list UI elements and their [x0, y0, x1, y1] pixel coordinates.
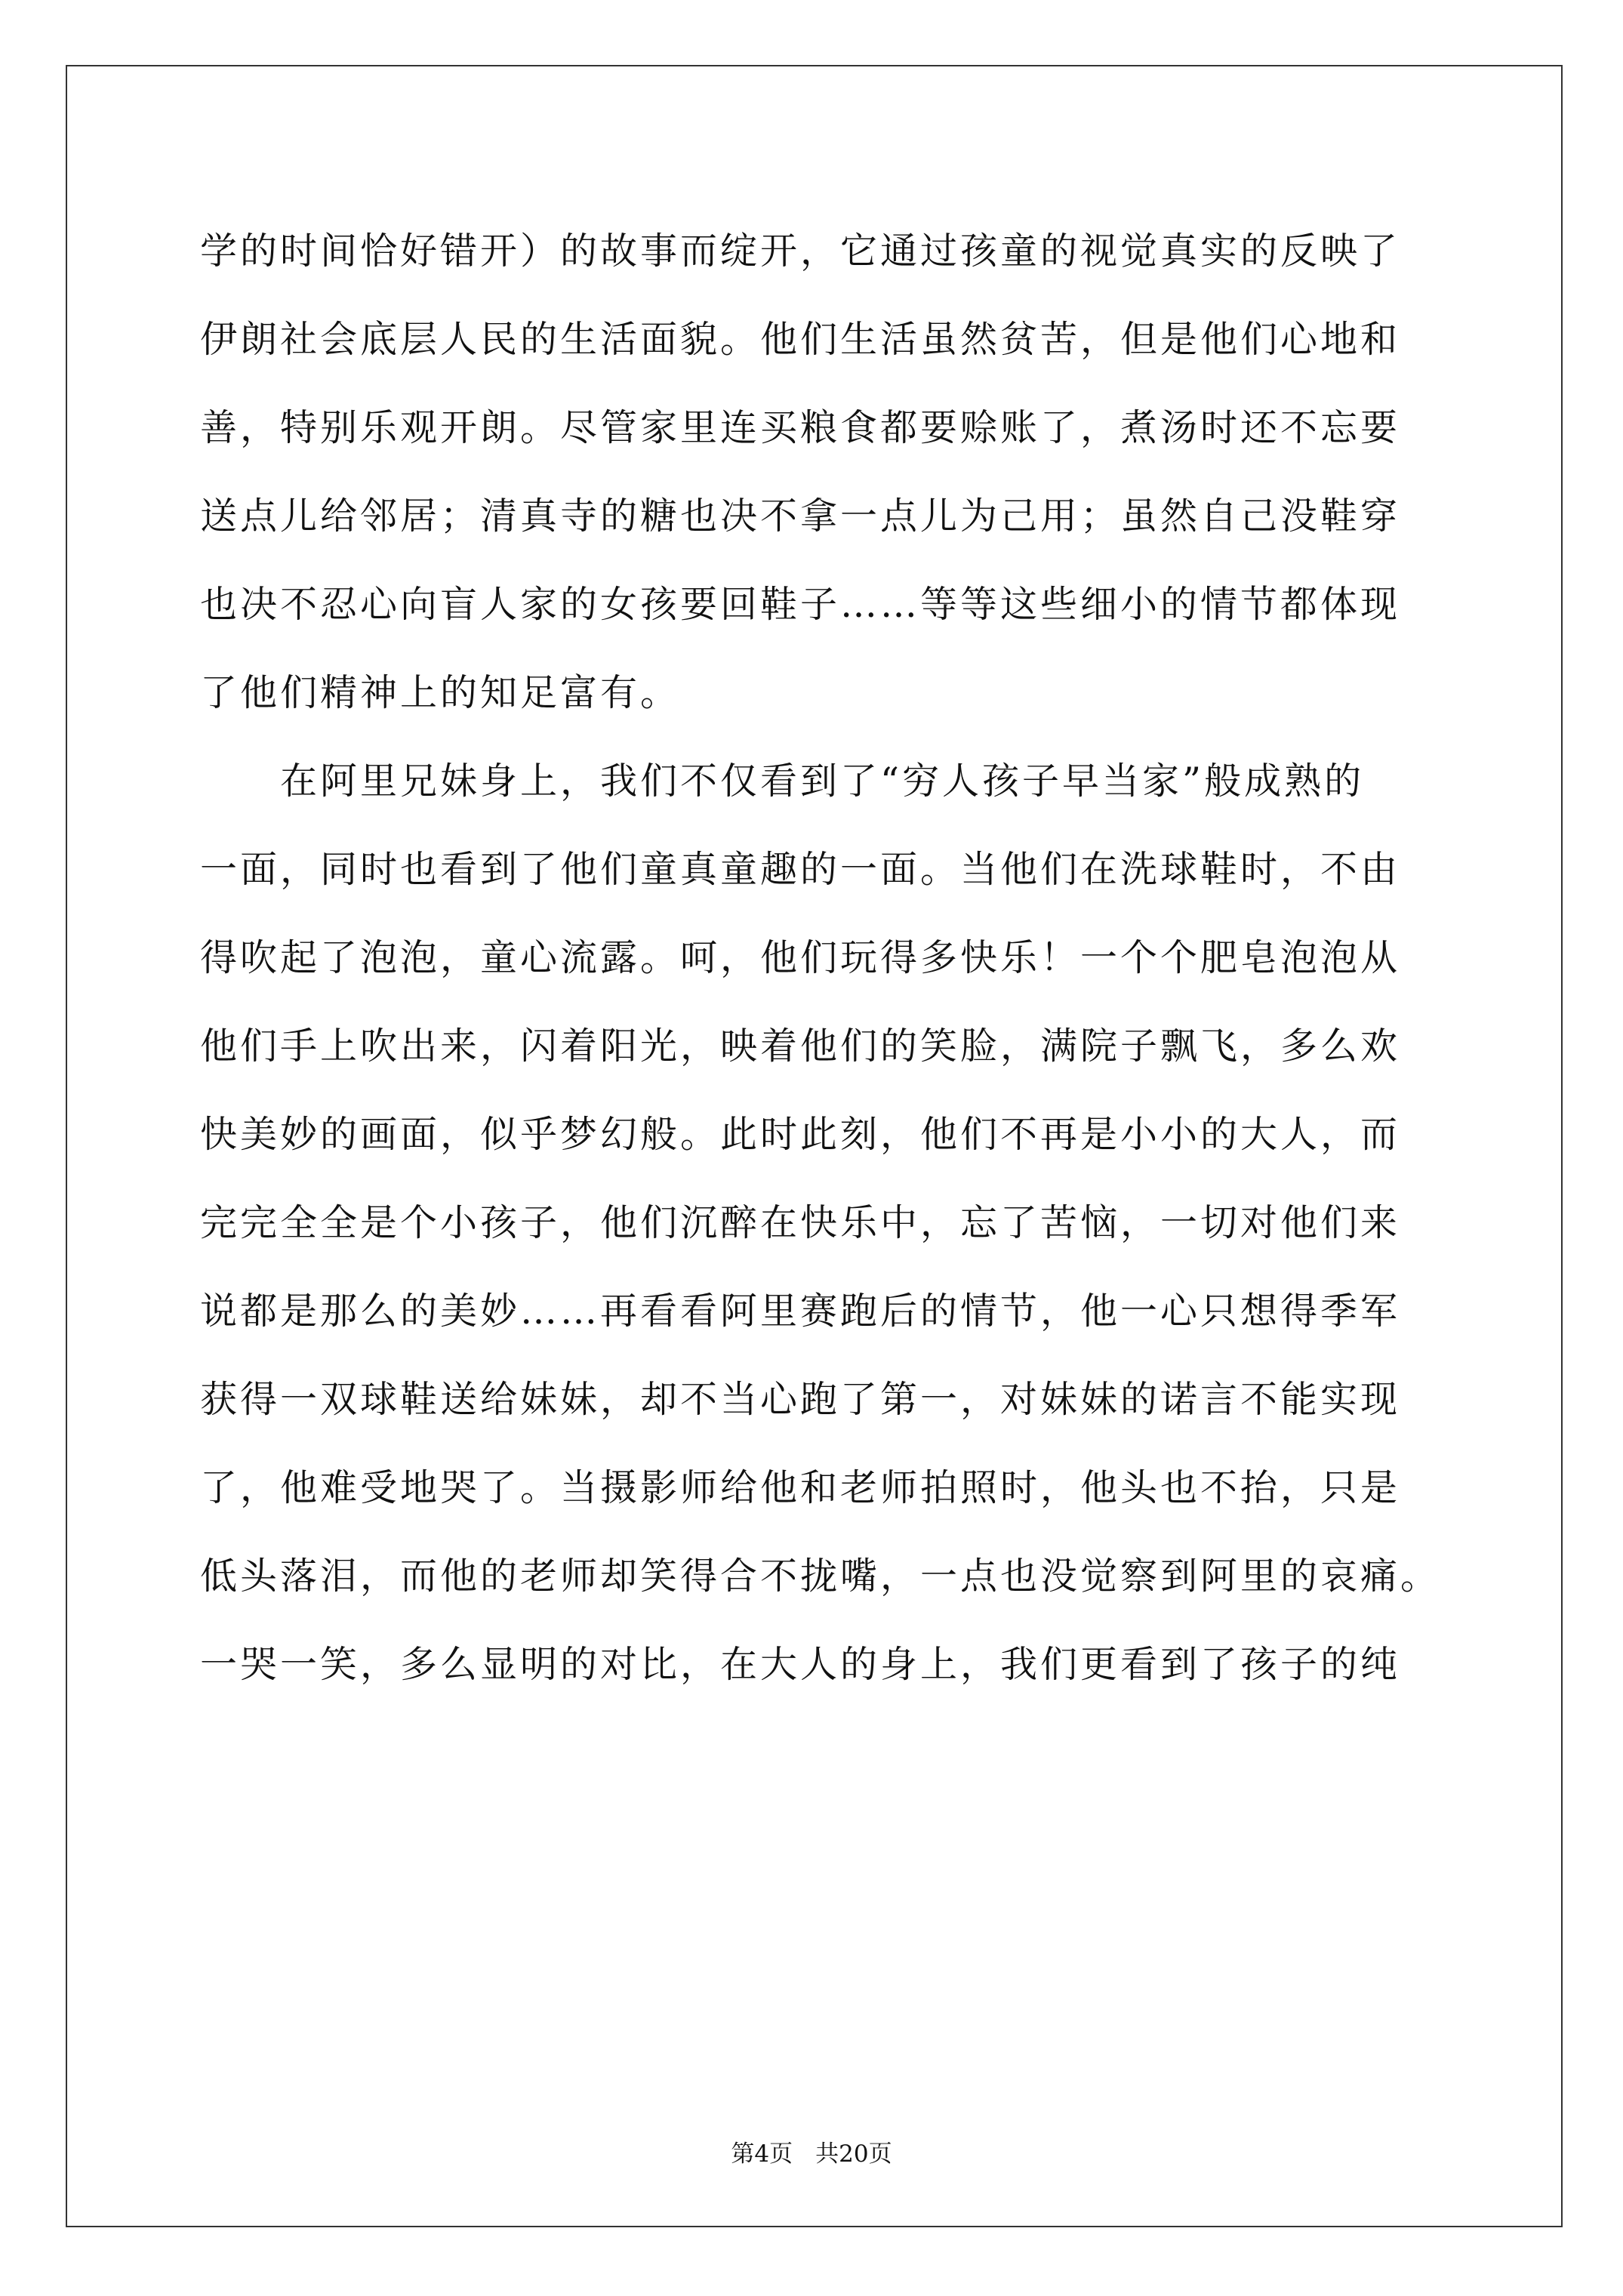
text-line-indented: 在阿里兄妹身上，我们不仅看到了“穷人孩子早当家”般成熟的 [280, 760, 1365, 803]
text-line: 完完全全是个小孩子，他们沉醉在快乐中，忘了苦恼，一切对他们来 [200, 1201, 1401, 1244]
text-line: 伊朗社会底层人民的生活面貌。他们生活虽然贫苦，但是他们心地和 [200, 318, 1401, 361]
text-line: 低头落泪，而他的老师却笑得合不拢嘴，一点也没觉察到阿里的哀痛。 [200, 1555, 1441, 1598]
text-line: 了他们精神上的知足富有。 [200, 671, 681, 714]
text-line: 他们手上吹出来，闪着阳光，映着他们的笑脸，满院子飘飞，多么欢 [200, 1025, 1401, 1068]
text-line: 学的时间恰好错开）的故事而绽开，它通过孩童的视觉真实的反映了 [200, 230, 1401, 273]
page-footer [0, 2139, 1623, 2169]
text-line: 说都是那么的美妙……再看看阿里赛跑后的情节，他一心只想得季军 [200, 1290, 1401, 1333]
text-line: 善，特别乐观开朗。尽管家里连买粮食都要赊账了，煮汤时还不忘要 [200, 406, 1401, 449]
text-line: 得吹起了泡泡，童心流露。呵，他们玩得多快乐！一个个肥皂泡泡从 [200, 936, 1401, 979]
page-number: 第4页 [731, 2140, 793, 2168]
total-pages: 共20页 [815, 2140, 892, 2168]
text-line: 了，他难受地哭了。当摄影师给他和老师拍照时，他头也不抬，只是 [200, 1466, 1401, 1509]
text-line: 快美妙的画面，似乎梦幻般。此时此刻，他们不再是小小的大人，而 [200, 1113, 1401, 1156]
text-line: 也决不忍心向盲人家的女孩要回鞋子……等等这些细小的情节都体现 [200, 583, 1401, 626]
text-line: 一面，同时也看到了他们童真童趣的一面。当他们在洗球鞋时，不由 [200, 848, 1401, 891]
text-line: 送点儿给邻居；清真寺的糖也决不拿一点儿为己用；虽然自己没鞋穿 [200, 495, 1401, 538]
text-line: 获得一双球鞋送给妹妹，却不当心跑了第一，对妹妹的诺言不能实现 [200, 1378, 1401, 1421]
text-line: 一哭一笑，多么显明的对比，在大人的身上，我们更看到了孩子的纯 [200, 1643, 1401, 1686]
